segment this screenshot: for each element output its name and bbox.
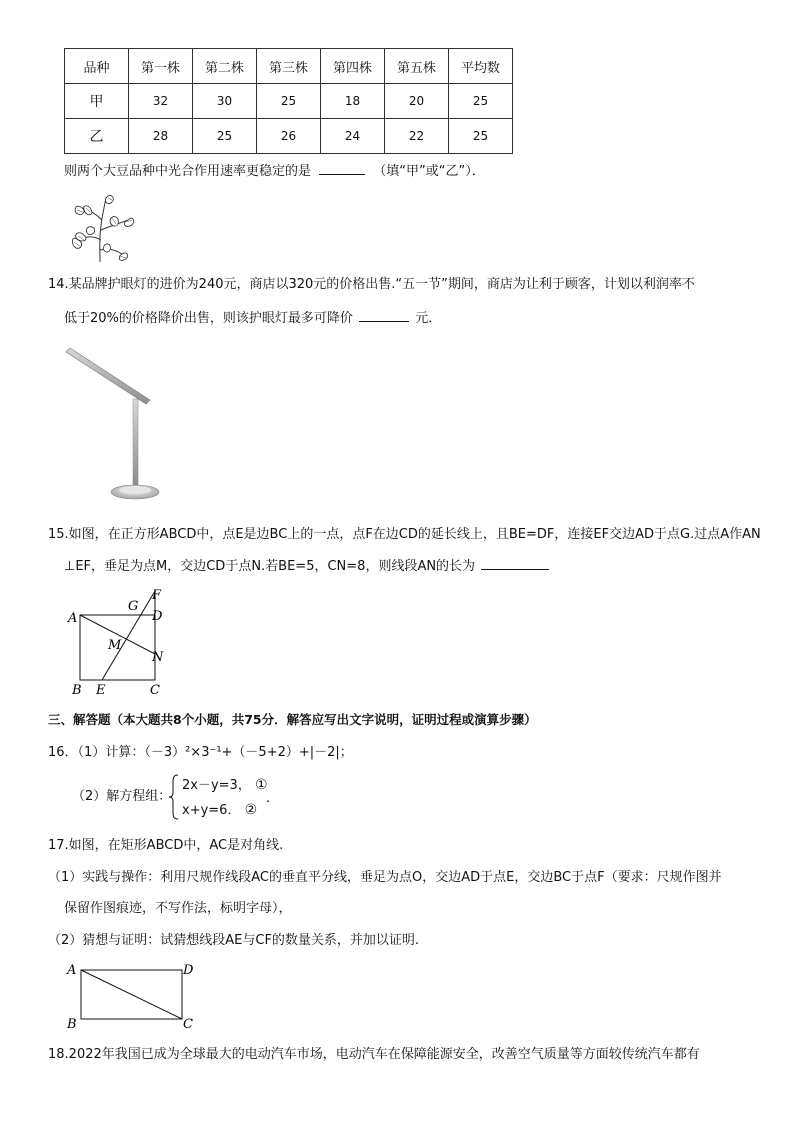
label-c: C [150, 683, 160, 698]
q14-text-after: 元． [415, 311, 442, 326]
q16-equation-2 [182, 801, 257, 820]
table-row [65, 119, 513, 154]
label-c: C [183, 1017, 193, 1032]
label-m: M [108, 638, 122, 653]
diagonal-ac [81, 970, 182, 1019]
table-cell: 32 [129, 84, 193, 119]
table-header-row [65, 49, 513, 84]
table-row-label: 乙 [65, 119, 129, 154]
q17-part1-line2: 保留作图痕迹，不写作法，标明字母）， [64, 901, 292, 916]
label-n: N [152, 650, 164, 665]
q14-line2 [64, 309, 441, 328]
table-cell: 26 [257, 119, 321, 154]
q17-part2: （2）猜想与证明：试猜想线段AE与CF的数量关系，并加以证明. [48, 933, 420, 948]
label-a: A [68, 611, 78, 626]
q15-line2 [64, 557, 549, 576]
table-row-label: 甲 [65, 84, 129, 119]
q13-answer-blank[interactable] [319, 162, 365, 175]
label-d: D [183, 963, 194, 978]
table-header-cell: 第四株 [321, 49, 385, 84]
q15-text: ⊥EF，垂足为点M，交边CD于点N.若BE=5，CN=8，则线段AN的长为 [64, 559, 476, 574]
q15-line1: 15.如图，在正方形ABCD中，点E是边BC上的一点，点F在边CD的延长线上，且BE=DF，连接EF交边AD于点G.过点A作AN [48, 527, 761, 542]
q15-square-figure [64, 588, 176, 698]
label-e: E [96, 683, 106, 698]
equation-1-marker: ① [254, 777, 268, 793]
table-cell: 25 [449, 119, 513, 154]
table-header-cell: 第三株 [257, 49, 321, 84]
q16-part2-label: （2）解方程组： [72, 789, 172, 804]
q13-text-after: （填“甲”或“乙”）． [373, 164, 485, 179]
q14-text: 低于20%的价格降价出售，则该护眼灯最多可降价 [64, 311, 353, 326]
q14-answer-blank[interactable] [359, 309, 409, 322]
soybean-plant-illustration [66, 190, 138, 264]
system-brace [168, 774, 180, 820]
table-cell: 20 [385, 84, 449, 119]
table-row [65, 84, 513, 119]
table-cell: 28 [129, 119, 193, 154]
table-cell: 30 [193, 84, 257, 119]
label-b: B [67, 1017, 77, 1032]
q15-answer-blank[interactable] [481, 557, 549, 570]
table-cell: 25 [257, 84, 321, 119]
label-a: A [67, 963, 77, 978]
equation-2-text: x+y=6． [182, 803, 241, 818]
section-3-heading: 三、解答题（本大题共8个小题，共75分．解答应写出文字说明，证明过程或演算步骤） [48, 712, 537, 727]
table-cell: 22 [385, 119, 449, 154]
table-cell: 25 [449, 84, 513, 119]
q14-line1: 14.某品牌护眼灯的进价为240元，商店以320元的价格出售.“五一节”期间，商店为让利于顾客，计划以利润率不 [48, 277, 695, 292]
label-g: G [128, 599, 139, 614]
q16-part1: 16．（1）计算：（－3）²×3⁻¹+（－5+2）+|－2|； [48, 745, 353, 760]
table-cell: 25 [193, 119, 257, 154]
equation-2-marker: ② [244, 802, 258, 818]
table-header-cell: 品种 [65, 49, 129, 84]
q16-equation-1 [182, 776, 268, 795]
soybean-table [64, 48, 513, 154]
table-header-cell: 平均数 [449, 49, 513, 84]
q17-rectangle-figure [64, 958, 200, 1032]
q16-period: . [266, 791, 271, 806]
table-header-cell: 第一株 [129, 49, 193, 84]
q13-answer-line [64, 162, 485, 181]
q17-stem: 17.如图，在矩形ABCD中，AC是对角线. [48, 838, 284, 853]
label-b: B [72, 683, 82, 698]
equation-1-text: 2x－y=3， [182, 778, 251, 793]
table-cell: 24 [321, 119, 385, 154]
q18-line1: 18.2022年我国已成为全球最大的电动汽车市场，电动汽车在保障能源安全，改善空气质量等方面较传统汽车都有 [48, 1047, 700, 1062]
q13-text: 则两个大豆品种中光合作用速率更稳定的是 [64, 164, 312, 179]
table-header-cell: 第五株 [385, 49, 449, 84]
desk-lamp-illustration [60, 344, 160, 504]
label-d: D [152, 609, 163, 624]
q17-part1-line1: （1）实践与操作：利用尺规作线段AC的垂直平分线，垂足为点O，交边AD于点E，交边BC于点F（要求：尺规作图并 [48, 870, 722, 885]
table-cell: 18 [321, 84, 385, 119]
label-f: F [152, 588, 162, 603]
table-header-cell: 第二株 [193, 49, 257, 84]
